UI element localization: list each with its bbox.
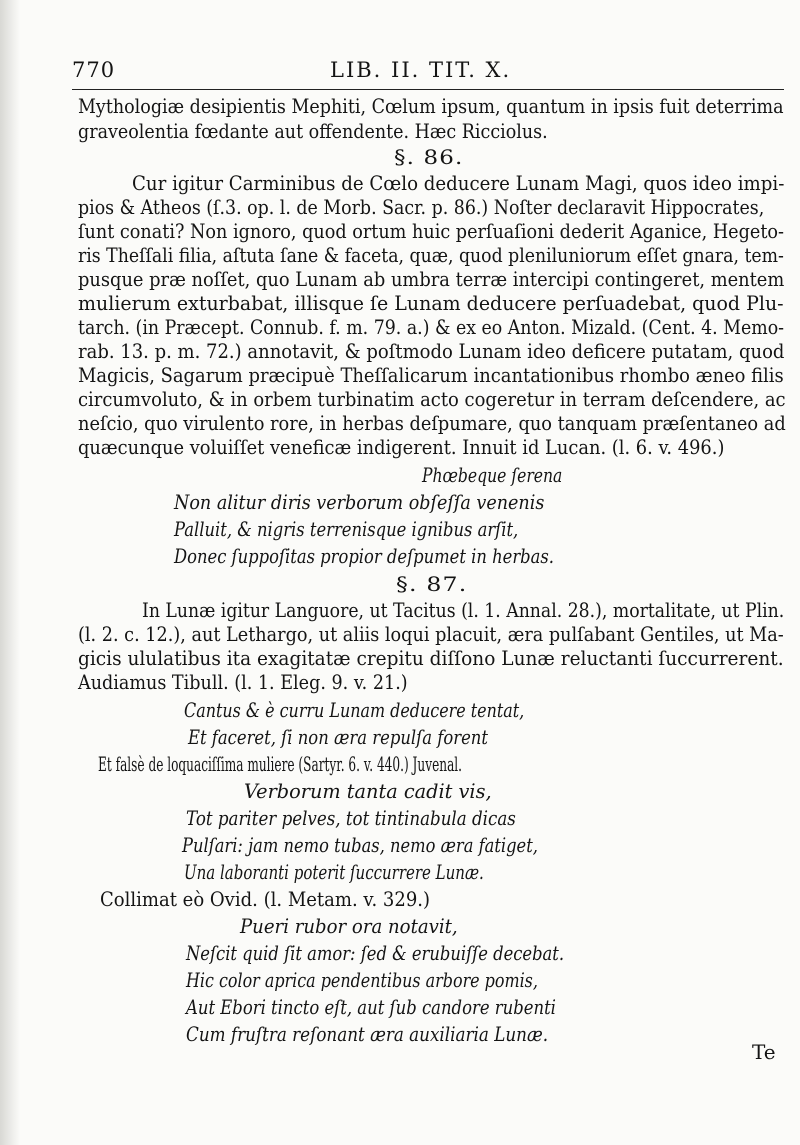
verse-line: Aut Ebori tincto eſt, aut ſub candore rubenti (186, 996, 556, 1019)
text-line: ris Theſſali filia, aſtuta ſane & faceta, quæ, quod pleniluniorum eſſet gnara, tem- (78, 244, 784, 267)
text-line: mulierum exturbabat, illisque ſe Lunam deducere perſuadebat, quod Plu- (78, 292, 784, 315)
text-line: Mythologiæ desipientis Mephiti, Cœlum ipsum, quantum in ipsis fuit deterrima (78, 95, 784, 118)
text-line: pios & Atheos (ſ.3. op. l. de Morb. Sacr. p. 86.) Noſter declaravit Hippocrates, (78, 196, 765, 219)
text-line: rab. 13. p. m. 72.) annotavit, & poſtmodo Lunam ideo deficere putatam, quod (78, 340, 785, 363)
text-line: Cur igitur Carminibus de Cœlo deducere Lunam Magi, quos ideo impi- (132, 172, 785, 195)
verse-line: Una laboranti poterit ſuccurrere Lunæ. (184, 861, 484, 884)
verse-line: Cum fruſtra reſonant æra auxiliaria Lunæ. (186, 1023, 549, 1046)
text-line: ſunt conati? Non ignoro, quod ortum huic perſuaſioni dederit Aganice, Hegeto- (78, 220, 784, 243)
header-rule (72, 89, 784, 90)
verse-line: Et faceret, ſi non æra repulſa forent (188, 726, 488, 749)
verse-line: Pulſari: jam nemo tubas, nemo æra fatiget, (182, 834, 538, 857)
text-line: neſcio, quo virulento rore, in herbas deſpumare, quo tanquam præſentaneo ad (78, 412, 786, 435)
page-number: 770 (72, 58, 116, 82)
page-gutter-shadow (0, 0, 20, 1145)
text-line: pusque præ noſſet, quo Lunam ab umbra terræ intercipi contingeret, mentem (78, 268, 785, 291)
verse-line: Donec ſuppoſitas propior deſpumet in herbas. (174, 545, 554, 568)
text-line: (l. 2. c. 12.), aut Lethargo, ut aliis loqui placuit, æra pulſabant Gentiles, ut Ma- (78, 623, 784, 646)
text-line: Magicis, Sagarum præcipuè Theſſalicarum incantationibus rhombo æneo filis (78, 364, 784, 387)
text-line: graveolentia fœdante aut offendente. Hæc Ricciolus. (78, 120, 548, 143)
text-line: gicis ululatibus ita exagitatæ crepitu diſſono Lunæ reluctanti ſuccurrerent. (78, 647, 784, 670)
verse-line: Palluit, & nigris terrenisque ignibus arſit, (174, 518, 519, 541)
verse-line: Cantus & è curru Lunam deducere tentat, (184, 699, 525, 722)
verse-line: Verborum tanta cadit vis, (244, 780, 492, 803)
verse-line: Pueri rubor ora notavit, (240, 915, 458, 938)
verse-line: Hic color aprica pendentibus arbore pomis, (186, 969, 538, 992)
verse-line: Neſcit quid ſit amor: ſed & erubuiſſe decebat. (186, 942, 565, 965)
text-line: Collimat eò Ovid. (l. Metam. v. 329.) (100, 888, 431, 911)
verse-line: Phœbeque ſerena (422, 464, 563, 487)
catchword: Te (752, 1040, 776, 1064)
section-heading: §. 86. (394, 145, 464, 169)
text-line: quæcunque voluiſſet veneficæ indigerent. Innuit id Lucan. (l. 6. v. 496.) (78, 436, 725, 459)
running-title: LIB. II. TIT. X. (330, 58, 512, 82)
verse-line: Non alitur diris verborum obſeſſa venenis (174, 491, 545, 514)
verse-line: Tot pariter pelves, tot tintinabula dicas (186, 807, 516, 830)
running-header (72, 58, 782, 88)
text-line: circumvoluto, & in orbem turbinatim acto cogeretur in terram deſcendere, ac (78, 388, 786, 411)
section-heading: §. 87. (396, 572, 468, 596)
text-line: Et falsè de loquaciſſima muliere (Sartyr. 6. v. 440.) Juvenal. (98, 753, 463, 776)
text-line: Audiamus Tibull. (l. 1. Eleg. 9. v. 21.) (78, 671, 408, 694)
text-line: tarch. (in Præcept. Connub. f. m. 79. a.) & ex eo Anton. Mizald. (Cent. 4. Memo- (78, 316, 785, 339)
text-line: In Lunæ igitur Languore, ut Tacitus (l. 1. Annal. 28.), mortalitate, ut Plin. (142, 599, 785, 622)
